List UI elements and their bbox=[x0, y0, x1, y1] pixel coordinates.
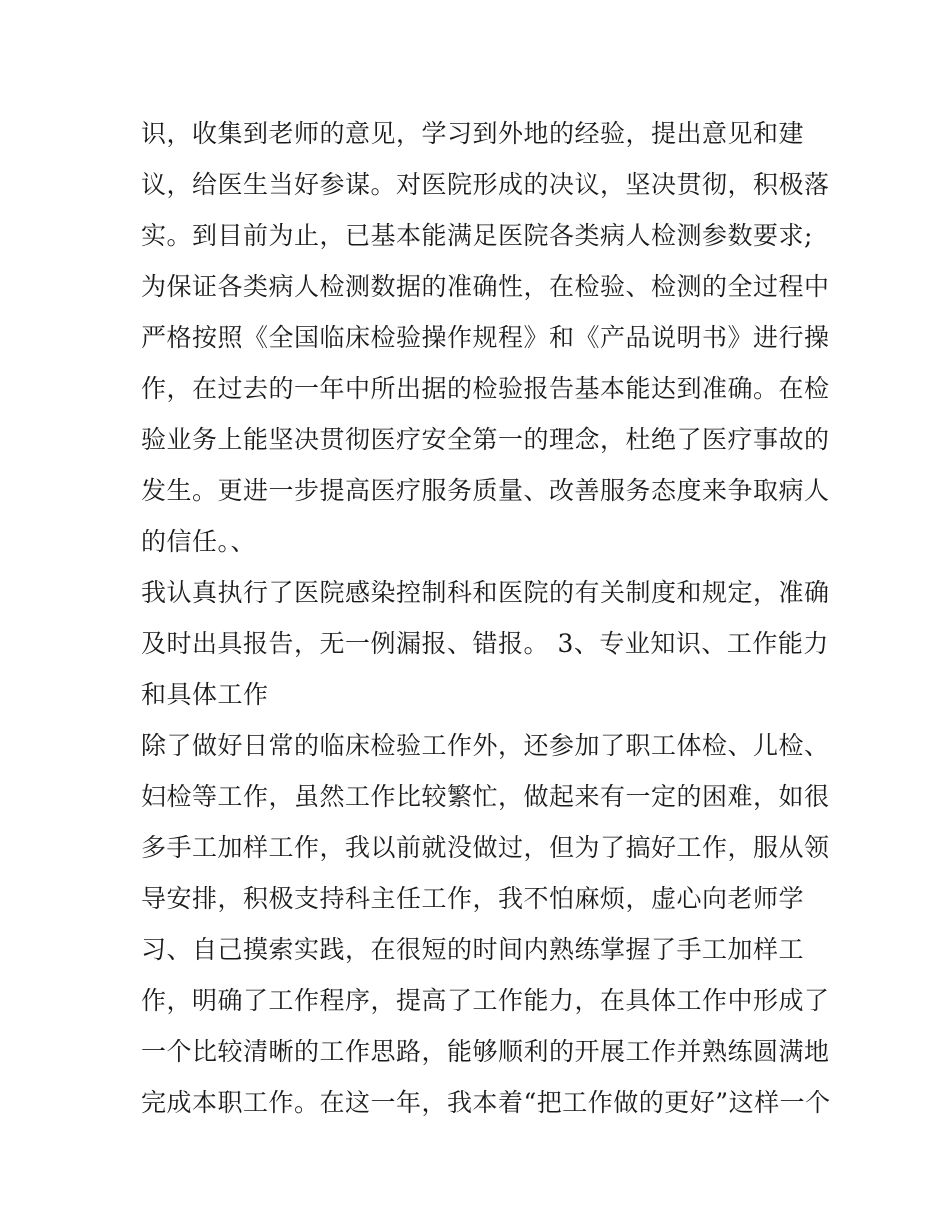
text-line: 的信任。、 bbox=[141, 527, 257, 556]
text-line: 多手工加样工作，我以前就没做过，但为了搞好工作，服从领 bbox=[141, 833, 830, 862]
text-line: 议，给医生当好参谋。对医院形成的决议，坚决贯彻，积极落 bbox=[141, 170, 830, 199]
text-line: 发生。更进一步提高医疗服务质量、改善服务态度来争取病人 bbox=[141, 476, 830, 505]
text-line: 实。到目前为止，已基本能满足医院各类病人检测参数要求; bbox=[141, 221, 813, 250]
text-line: 导安排，积极支持科主任工作，我不怕麻烦，虚心向老师学 bbox=[141, 884, 805, 913]
text-line: 除了做好日常的临床检验工作外，还参加了职工体检、儿检、 bbox=[141, 731, 830, 760]
text-line: 识，收集到老师的意见，学习到外地的经验，提出意见和建 bbox=[141, 119, 805, 148]
text-line: 为保证各类病人检测数据的准确性，在检验、检测的全过程中 bbox=[141, 272, 830, 301]
text-line: 和具体工作 bbox=[141, 680, 269, 709]
text-line: 作，明确了工作程序，提高了工作能力，在具体工作中形成了 bbox=[141, 986, 830, 1015]
text-line: 一个比较清晰的工作思路，能够顺利的开展工作并熟练圆满地 bbox=[141, 1037, 830, 1066]
text-line: 习、自己摸索实践，在很短的时间内熟练掌握了手工加样工 bbox=[141, 935, 805, 964]
text-line: 完成本职工作。在这一年，我本着“把工作做的更好”这样一个 bbox=[141, 1088, 831, 1117]
text-line: 作，在过去的一年中所出据的检验报告基本能达到准确。在检 bbox=[141, 374, 830, 403]
text-line: 验业务上能坚决贯彻医疗安全第一的理念，杜绝了医疗事故的 bbox=[141, 425, 830, 454]
text-line: 妇检等工作，虽然工作比较繁忙，做起来有一定的困难，如很 bbox=[141, 782, 830, 811]
text-line: 我认真执行了医院感染控制科和医院的有关制度和规定，准确 bbox=[141, 578, 830, 607]
text-line: 及时出具报告，无一例漏报、错报。 3、专业知识、工作能力 bbox=[141, 629, 829, 658]
text-line: 严格按照《全国临床检验操作规程》和《产品说明书》进行操 bbox=[141, 323, 830, 352]
body-text bbox=[141, 108, 831, 1128]
